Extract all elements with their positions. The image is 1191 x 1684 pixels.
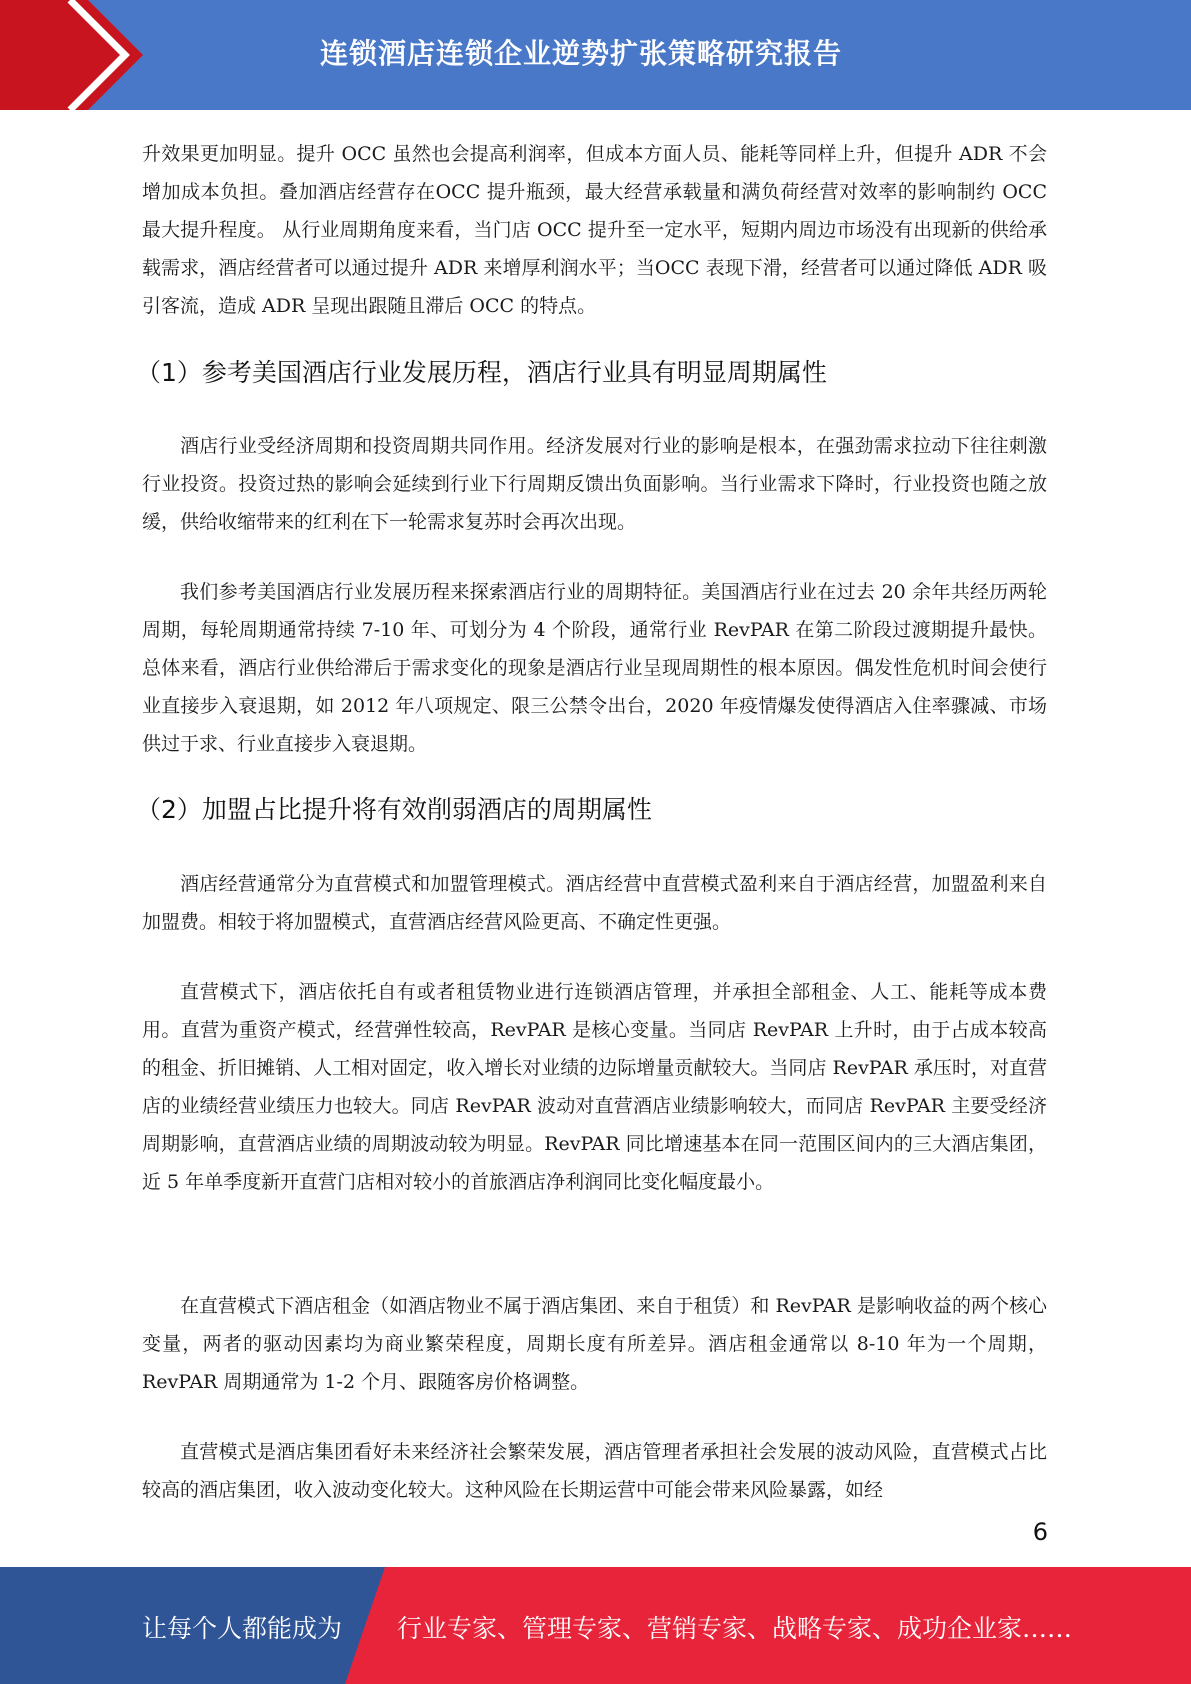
page-number: 6 — [1032, 1518, 1048, 1546]
footer-slogan-right: 行业专家、管理专家、营销专家、战略专家、成功企业家…… — [397, 1614, 1073, 1643]
paragraph-operating-modes: 酒店经营通常分为直营模式和加盟管理模式。酒店经营中直营模式盈利来自于酒店经营，加盟盈利来自加盟费。相较于将加盟模式，直营酒店经营风险更高、不确定性更强。 — [142, 873, 1047, 933]
paragraph-direct-operation: 直营模式下，酒店依托自有或者租赁物业进行连锁酒店管理，并承担全部租金、人工、能耗等成本费用。直营为重资产模式，经营弹性较高，RevPAR 是核心变量。当同店 RevPAR 上升时，由于占成本较高的租金、折旧摊销、人工相对固定，收入增长对业绩的边际增量贡献较大。当同店 RevPAR 承压时，对直营店的业绩经营业绩压力也较大。同店 RevPAR 波动对直营酒店业绩影响较大，而同店 RevPAR 主要受经济周期影响，直营酒店业绩的周期波动较为明显。RevPAR 同比增速基本在同一范围区间内的三大酒店集团，近 5 年单季度新开直营门店相对较小的首旅酒店净利润同比变化幅度最小。 — [142, 981, 1047, 1193]
section-heading-1: （1）参考美国酒店行业发展历程，酒店行业具有明显周期属性 — [136, 358, 827, 387]
page-header — [0, 0, 1191, 110]
paragraph-direct-risk: 直营模式是酒店集团看好未来经济社会繁荣发展，酒店管理者承担社会发展的波动风险，直营模式占比较高的酒店集团，收入波动变化较大。这种风险在长期运营中可能会带来风险暴露，如经 — [142, 1441, 1047, 1501]
paragraph-industry-cycle: 酒店行业受经济周期和投资周期共同作用。经济发展对行业的影响是根本，在强劲需求拉动下往往刺激行业投资。投资过热的影响会延续到行业下行周期反馈出负面影响。当行业需求下降时，行业投资也随之放缓，供给收缩带来的红利在下一轮需求复苏时会再次出现。 — [142, 435, 1047, 533]
paragraph-occ-adr: 升效果更加明显。提升 OCC 虽然也会提高利润率，但成本方面人员、能耗等同样上升，但提升 ADR 不会增加成本负担。叠加酒店经营存在OCC 提升瓶颈，最大经营承载量和满负荷经营对效率的影响制约 OCC 最大提升程度。 从行业周期角度来看，当门店 OCC 提升至一定水平，短期内周边市场没有出现新的供给承载需求，酒店经营者可以通过提升 ADR 来增厚利润水平；当OCC 表现下滑，经营者可以通过降低 ADR 吸引客流，造成 ADR 呈现出跟随且滞后 OCC 的特点。 — [142, 143, 1047, 317]
header-red-arrow — [0, 0, 150, 110]
page-footer — [0, 1567, 1191, 1684]
footer-slogan-left: 让每个人都能成为 — [142, 1614, 343, 1643]
paragraph-rent-revpar: 在直营模式下酒店租金（如酒店物业不属于酒店集团、来自于租赁）和 RevPAR 是影响收益的两个核心变量，两者的驱动因素均为商业繁荣程度，周期长度有所差异。酒店租金通常以 8-10 年为一个周期，RevPAR 周期通常为 1-2 个月、跟随客房价格调整。 — [142, 1295, 1047, 1393]
paragraph-us-hotel-history: 我们参考美国酒店行业发展历程来探索酒店行业的周期特征。美国酒店行业在过去 20 余年共经历两轮周期，每轮周期通常持续 7-10 年、可划分为 4 个阶段，通常行业 RevPAR 在第二阶段过渡期提升最快。 总体来看，酒店行业供给滞后于需求变化的现象是酒店行业呈现周期性的根本原因。偶发性危机时间会使行业直接步入衰退期，如 2012 年八项规定、限三公禁令出台，2020 年疫情爆发使得酒店入住率骤减、市场供过于求、行业直接步入衰退期。 — [142, 581, 1047, 755]
report-title: 连锁酒店连锁企业逆势扩张策略研究报告 — [320, 37, 843, 70]
section-heading-2: （2）加盟占比提升将有效削弱酒店的周期属性 — [136, 795, 652, 824]
